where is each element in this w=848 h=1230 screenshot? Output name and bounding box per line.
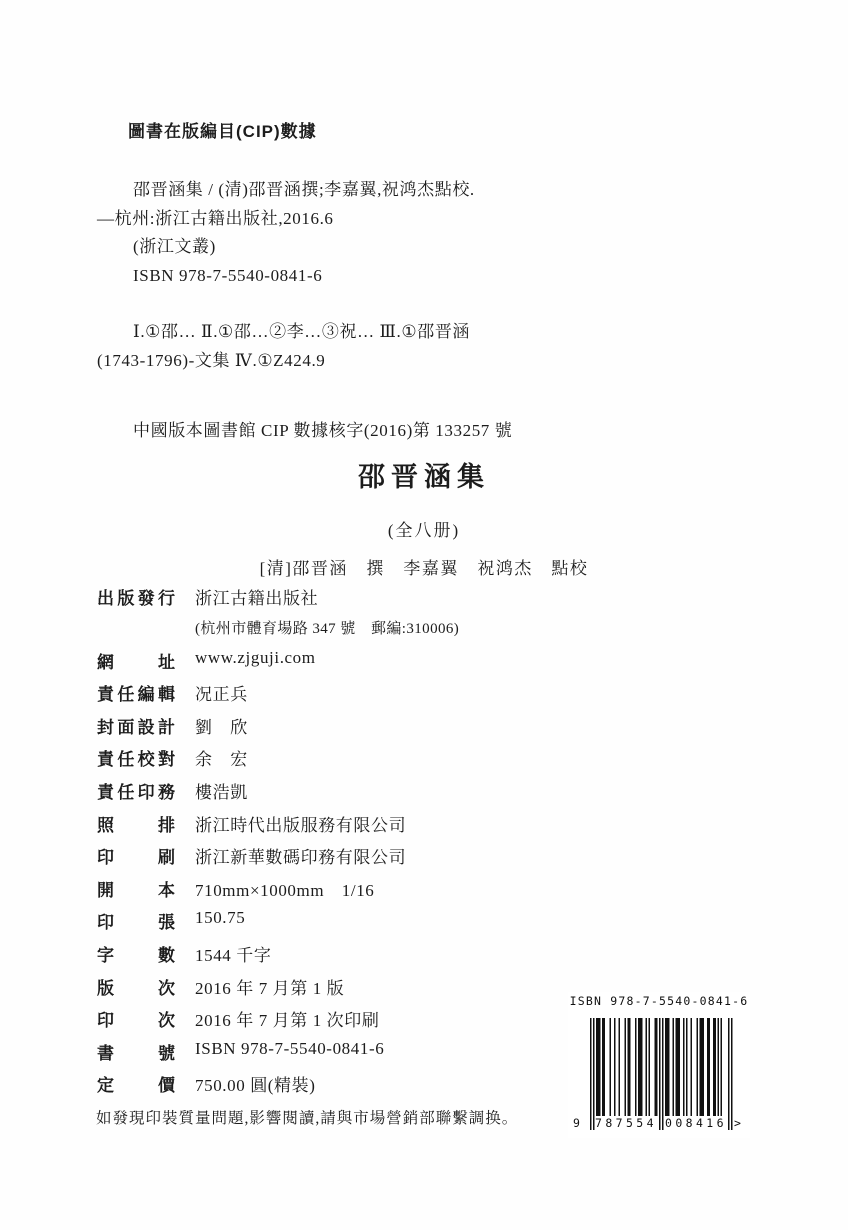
row-format-label: 開本 xyxy=(97,880,175,900)
row-proofreader-value: 余 宏 xyxy=(195,750,248,770)
barcode-digits-group1: 787554 xyxy=(595,1116,657,1130)
row-word-count-label: 字數 xyxy=(97,945,175,965)
cip-record-number: 中國版本圖書館 CIP 數據核字(2016)第 133257 號 xyxy=(133,421,513,440)
row-editor-label: 責任編輯 xyxy=(97,685,175,705)
row-print-supervisor-value: 樓浩凱 xyxy=(195,782,248,802)
barcode-digit-first: 9 xyxy=(573,1116,580,1130)
row-publisher-address xyxy=(97,617,577,648)
row-format xyxy=(97,876,577,909)
row-typesetting-label: 照排 xyxy=(97,815,175,835)
row-publisher xyxy=(97,584,577,617)
colophon-table xyxy=(97,584,577,1104)
row-isbn-label: 書號 xyxy=(97,1043,175,1063)
row-price-label: 定價 xyxy=(97,1076,175,1096)
row-impression-label: 印次 xyxy=(97,1011,175,1031)
row-proofreader-label: 責任校對 xyxy=(97,750,175,770)
row-price-value: 750.00 圓(精裝) xyxy=(195,1076,316,1096)
cip-line-classification-1: Ⅰ.①邵… Ⅱ.①邵…②李…③祝… Ⅲ.①邵晋涵 xyxy=(133,322,471,341)
row-print-supervisor-label: 責任印務 xyxy=(97,782,175,802)
row-editor xyxy=(97,680,577,713)
row-isbn-value: ISBN 978-7-5540-0841-6 xyxy=(195,1038,385,1058)
cip-line-publisher: —杭州:浙江古籍出版社,2016.6 xyxy=(97,208,334,228)
row-editor-value: 况正兵 xyxy=(195,685,248,705)
row-format-value: 710mm×1000mm 1/16 xyxy=(195,880,375,900)
title-block xyxy=(0,455,848,579)
row-sheets-value: 150.75 xyxy=(195,908,246,928)
cip-block xyxy=(97,176,677,446)
cip-line-title-statement: 邵晋涵集 / (清)邵晋涵撰;李嘉翼,祝鸿杰點校. xyxy=(133,180,475,199)
row-cover-design-label: 封面設計 xyxy=(97,717,175,737)
row-price xyxy=(97,1071,577,1104)
cip-line-series: (浙江文叢) xyxy=(133,237,216,256)
row-typesetting xyxy=(97,811,577,844)
row-publisher-label: 出版發行 xyxy=(97,589,175,608)
volume-note: (全八册) xyxy=(387,521,461,540)
row-typesetting-value: 浙江時代出版服務有限公司 xyxy=(195,815,407,835)
row-sheets xyxy=(97,908,577,941)
row-cover-design xyxy=(97,713,577,746)
barcode-digits-group2: 008416 xyxy=(665,1116,727,1130)
row-word-count-value: 1544 千字 xyxy=(195,945,272,965)
row-word-count xyxy=(97,941,577,974)
quality-note: 如發現印裝質量問題,影響閱讀,請與市場營銷部聯繫調换。 xyxy=(96,1110,519,1127)
row-printing-label: 印刷 xyxy=(97,848,175,868)
cip-line-classification-2: (1743-1796)-文集 Ⅳ.①Z424.9 xyxy=(97,350,326,370)
byline: [清]邵晋涵 撰 李嘉翼 祝鸿杰 點校 xyxy=(259,559,589,578)
row-edition-label: 版次 xyxy=(97,978,175,998)
row-printing xyxy=(97,843,577,876)
barcode-bars xyxy=(590,1018,733,1130)
row-cover-design-value: 劉 欣 xyxy=(195,717,248,737)
row-publisher-value: 浙江古籍出版社 xyxy=(195,589,319,608)
row-edition-value: 2016 年 7 月第 1 版 xyxy=(195,978,345,998)
row-impression xyxy=(97,1006,577,1039)
row-website-label: 網址 xyxy=(97,652,175,672)
row-print-supervisor xyxy=(97,778,577,811)
row-printing-value: 浙江新華數碼印務有限公司 xyxy=(195,848,407,868)
row-address-value: (杭州市體育場路 347 號 郵編:310006) xyxy=(195,620,460,637)
row-sheets-label: 印張 xyxy=(97,913,175,933)
row-impression-value: 2016 年 7 月第 1 次印刷 xyxy=(195,1011,380,1031)
row-website xyxy=(97,648,577,681)
row-website-value: www.zjguji.com xyxy=(195,647,316,667)
row-isbn xyxy=(97,1039,577,1072)
barcode-trailer: > xyxy=(734,1116,741,1130)
cip-heading: 圖書在版編目(CIP)數據 xyxy=(128,122,317,141)
barcode-isbn-text: ISBN 978-7-5540-0841-6 xyxy=(569,994,749,1008)
cip-line-isbn: ISBN 978-7-5540-0841-6 xyxy=(133,265,323,285)
book-title: 邵晋涵集 xyxy=(358,462,490,492)
row-proofreader xyxy=(97,745,577,778)
barcode xyxy=(568,992,750,1138)
row-edition xyxy=(97,974,577,1007)
